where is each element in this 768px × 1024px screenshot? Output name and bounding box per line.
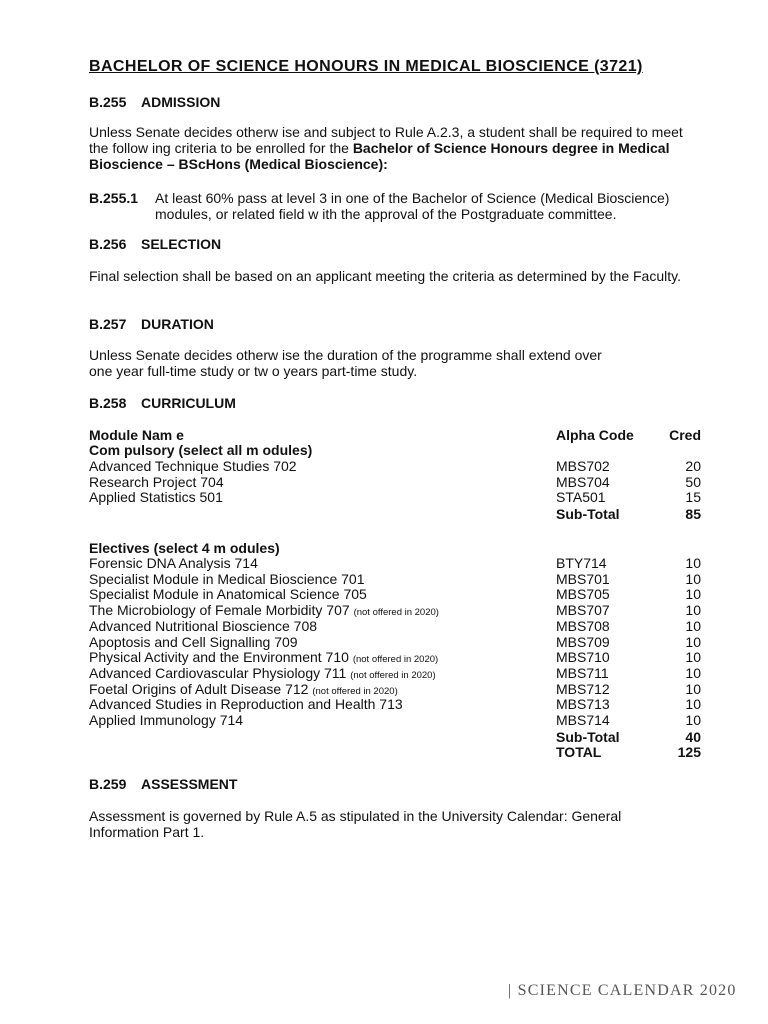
- module-credits: 10: [685, 712, 701, 728]
- duration-heading: [89, 316, 214, 332]
- module-row: [89, 696, 701, 712]
- module-code: MBS701: [556, 570, 610, 587]
- module-title: Physical Activity and the Environment 710: [89, 649, 353, 666]
- section-number: B.259: [89, 776, 127, 792]
- module-title: Apoptosis and Cell Signalling 709: [89, 633, 298, 650]
- electives-subtotal-row: [89, 729, 701, 745]
- module-credits: 10: [685, 680, 701, 697]
- column-header-code: Alpha Code: [556, 427, 634, 443]
- degree-name: Bachelor of Science Honours degree in Medical Bioscience – BScHons (Medical Bioscience):: [89, 140, 670, 172]
- module-code: MBS712: [556, 680, 610, 697]
- module-name: [89, 474, 224, 490]
- module-row: [89, 634, 701, 650]
- module-code: MBS702: [556, 458, 610, 474]
- module-note: (not offered in 2020): [353, 607, 439, 619]
- module-title: Advanced Nutritional Bioscience 708: [89, 617, 318, 634]
- group-label: Electives (select 4 m odules): [89, 540, 280, 556]
- module-name: [89, 571, 364, 587]
- module-row: [89, 555, 701, 571]
- module-credits: 10: [685, 664, 701, 681]
- module-code: MBS714: [556, 712, 610, 728]
- module-credits: 10: [685, 617, 701, 634]
- module-credits: 10: [685, 570, 701, 587]
- selection-heading: [89, 236, 221, 252]
- admission-heading: [89, 94, 220, 110]
- module-credits: 15: [685, 489, 701, 506]
- module-title: Specialist Module in Anatomical Science 705: [89, 586, 367, 603]
- section-number: B.258: [89, 395, 127, 411]
- module-credits: 50: [685, 473, 701, 490]
- module-name: [89, 458, 297, 474]
- module-code: MBS709: [556, 633, 610, 650]
- module-credits: 10: [685, 633, 701, 650]
- module-row: [89, 649, 701, 665]
- module-code: MBS708: [556, 617, 610, 634]
- total-row: [89, 744, 701, 760]
- assessment-text: Assessment is governed by Rule A.5 as stipulated in the University Calendar: General Information Part 1.: [89, 808, 622, 840]
- module-name: [89, 555, 258, 571]
- module-row: [89, 474, 701, 490]
- section-title: DURATION: [141, 316, 214, 332]
- module-code: STA501: [556, 489, 606, 506]
- module-row: [89, 586, 701, 602]
- curriculum-heading: [89, 395, 236, 411]
- section-number: B.255: [89, 94, 127, 110]
- module-title: Applied Statistics 501: [89, 489, 223, 506]
- column-header-credits: Cred: [669, 427, 701, 443]
- section-number: B.257: [89, 316, 127, 332]
- module-code: MBS707: [556, 602, 610, 619]
- module-row: [89, 681, 701, 697]
- module-title: Specialist Module in Medical Bioscience 701: [89, 570, 365, 587]
- module-name: [89, 586, 367, 602]
- module-row: [89, 665, 701, 681]
- module-title: Applied Immunology 714: [89, 712, 244, 728]
- assessment-heading: [89, 776, 237, 792]
- module-credits: 20: [685, 458, 701, 474]
- module-title: Advanced Cardiovascular Physiology 711: [89, 664, 351, 681]
- duration-paragraph: [89, 347, 629, 379]
- module-name: [89, 634, 298, 650]
- rule-text: At least 60% pass at level 3 in one of the Bachelor of Science (Medical Bioscience) modules, or related field w ith the approval of the Postgraduate committee.: [155, 190, 670, 222]
- subtotal-value: 40: [685, 729, 701, 745]
- assessment-paragraph: [89, 808, 649, 840]
- module-credits: 10: [685, 696, 701, 713]
- section-title: SELECTION: [141, 236, 222, 252]
- subtotal-label: Sub-Total: [556, 506, 620, 522]
- section-title: ADMISSION: [141, 94, 221, 110]
- module-row: [89, 458, 701, 474]
- electives-group-label: [89, 540, 701, 556]
- module-note: (not offered in 2020): [312, 685, 398, 697]
- module-row: [89, 712, 701, 728]
- module-title: The Microbiology of Female Morbidity 707: [89, 602, 354, 619]
- section-title: CURRICULUM: [141, 395, 236, 411]
- module-title: Advanced Technique Studies 702: [89, 458, 297, 474]
- module-credits: 10: [685, 586, 701, 603]
- module-name: [89, 696, 403, 712]
- selection-paragraph: [89, 268, 706, 284]
- module-note: (not offered in 2020): [350, 669, 436, 681]
- module-credits: 10: [685, 555, 701, 571]
- module-code: MBS705: [556, 586, 610, 603]
- section-number: B.256: [89, 236, 127, 252]
- admission-paragraph: [89, 124, 706, 172]
- module-row: [89, 571, 701, 587]
- curriculum-table-header: [89, 427, 701, 443]
- compulsory-group-label: [89, 442, 701, 458]
- duration-text: Unless Senate decides otherw ise the duration of the programme shall extend over one year full-time study or tw o years part-time study.: [89, 347, 602, 379]
- module-name: [89, 489, 223, 505]
- column-header-module: Module Nam e: [89, 427, 184, 443]
- module-title: Foetal Origins of Adult Disease 712: [89, 680, 313, 697]
- module-code: MBS710: [556, 649, 610, 666]
- module-title: Advanced Studies in Reproduction and Health 713: [89, 696, 403, 713]
- module-credits: 10: [685, 602, 701, 619]
- module-code: MBS713: [556, 696, 610, 713]
- rule-number: B.255.1: [89, 190, 139, 206]
- module-code: MBS711: [556, 664, 609, 681]
- module-row: [89, 489, 701, 505]
- total-value: 125: [677, 744, 701, 760]
- module-row: [89, 602, 701, 618]
- section-title: ASSESSMENT: [141, 776, 238, 792]
- subtotal-value: 85: [685, 506, 701, 522]
- total-label: TOTAL: [556, 744, 602, 760]
- module-code: MBS704: [556, 473, 610, 490]
- compulsory-subtotal-row: [89, 506, 701, 522]
- subtotal-label: Sub-Total: [556, 729, 620, 745]
- module-name: [89, 618, 317, 634]
- module-title: Forensic DNA Analysis 714: [89, 555, 258, 571]
- module-note: (not offered in 2020): [352, 654, 439, 666]
- page-footer: | SCIENCE CALENDAR 2020: [508, 982, 737, 999]
- module-row: [89, 618, 701, 634]
- admission-intro: Unless Senate decides otherw ise and subject to Rule A.2.3, a student shall be required to meet the follow ing criteria to be enrolled for the: [89, 124, 683, 156]
- module-title: Research Project 704: [89, 473, 224, 490]
- group-label: Com pulsory (select all m odules): [89, 442, 313, 458]
- module-name: [89, 712, 243, 728]
- module-credits: 10: [685, 649, 701, 666]
- module-code: BTY714: [556, 555, 607, 571]
- selection-text: Final selection shall be based on an applicant meeting the criteria as determined by the Faculty.: [89, 268, 681, 284]
- document-title: BACHELOR OF SCIENCE HONOURS IN MEDICAL BIOSCIENCE (3721): [89, 58, 643, 75]
